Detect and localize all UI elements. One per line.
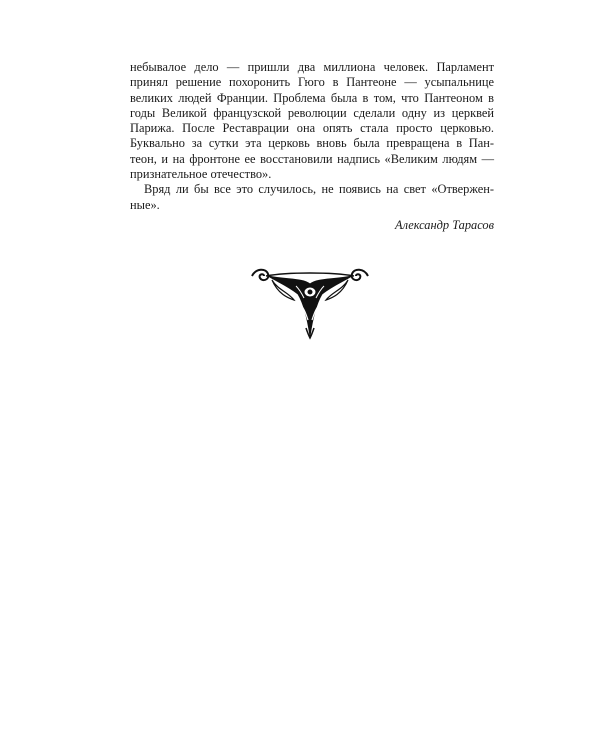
text-line: ные». <box>130 197 160 212</box>
text-line: Вряд ли бы все это случилось, не появись на свет «Отвержен- <box>144 182 494 197</box>
text-line: Парижа. После Реставрации она опять стала просто церковью. <box>130 121 494 136</box>
text-line: принял решение похоронить Гюго в Пантеоне — усыпальнице <box>130 75 494 90</box>
text-line: признательное отечество». <box>130 167 272 182</box>
body-text <box>130 60 494 213</box>
text-line: великих людей Франции. Проблема была в том, что Пантеоном в <box>130 90 494 105</box>
text-line: Буквально за сутки эта церковь вновь была превращена в Пан- <box>130 136 494 151</box>
author-signature: Александр Тарасов <box>395 218 494 232</box>
text-line: небывалое дело — пришли два миллиона человек. Парламент <box>130 60 494 74</box>
text-line: годы Великой французской революции сделали одну из церквей <box>130 105 494 120</box>
paragraph-2 <box>130 182 494 213</box>
floral-vignette-icon <box>248 264 372 340</box>
text-line: теон, и на фронтоне ее восстановили надпись «Великим людям — <box>130 151 494 166</box>
paragraph-1 <box>130 60 494 182</box>
